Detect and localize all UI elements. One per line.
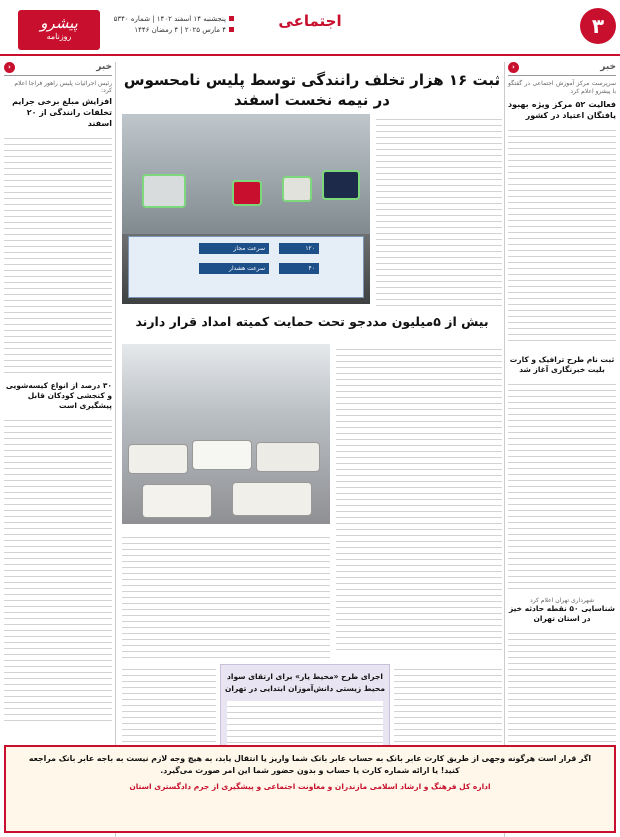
article-body: [508, 125, 616, 345]
main-area: [122, 62, 502, 837]
public-notice: [4, 745, 616, 833]
article-kicker: رئیس اجرائیات پلیس راهور فراجا اعلام کرد:: [14, 80, 112, 94]
article-title: شناسایی ۵۰ نقطه حادثه خیز در استان تهران: [508, 603, 616, 623]
speed-label: سرعت مجاز: [199, 243, 269, 254]
issue-date: [104, 14, 234, 36]
article-body: [4, 415, 112, 725]
article-kicker: سرپرست مرکز آموزش اجتماعی در گفتگو با پیشرو اعلام کرد: [508, 80, 616, 96]
article-body: [376, 114, 502, 310]
headline: بیش از ۵میلیون مددجو تحت حمایت کمیته امداد قرار دارند: [135, 314, 489, 329]
article-title: افزایش مبلغ برخی جرایم تخلفات رانندگی از ۲۰ اسفند: [12, 97, 112, 128]
car-lot-photo: [122, 344, 330, 524]
column-label: خبر: [96, 62, 112, 72]
logo-sub: روزنامه: [46, 32, 72, 41]
speed-label: سرعت هشدار: [199, 263, 269, 274]
column-label-bar: [508, 62, 616, 76]
article-body: [122, 532, 330, 660]
date-line: پنجشنبه ۱۴ اسفند ۱۴۰۲ | شماره ۵۳۴۰: [104, 14, 234, 25]
article-title: ثبت نام طرح ترافیک و کارت بلیت خبرنگاری آغاز شد: [509, 354, 615, 374]
logo-name: پیشرو: [40, 14, 78, 32]
notice-text: اگر قرار است هرگونه وجهی از طریق کارت عابر بانک به حساب عابر بانک شما واریز یا انتقال یابد، به هیچ وجه لازم نیست به باجه عابر بانک مراجعه کنید! یا ارائه شماره کارت یا حساب و بدون حضور شما این امر صورت می‌گیرد.: [28, 754, 592, 775]
speed-display: [128, 236, 364, 298]
right-column: [504, 62, 616, 837]
speed-value: ۱۲۰: [279, 243, 319, 254]
left-column: [4, 62, 116, 837]
traffic-photo: [122, 114, 370, 304]
page-number: ۳: [580, 8, 616, 44]
date-line: ۴ مارس ۲۰۲۵ | ۴ رمضان ۱۴۴۶: [104, 25, 234, 36]
article-body: [4, 133, 112, 373]
article-body: [336, 344, 502, 654]
column-label: خبر: [600, 62, 616, 72]
headline: ثبت ۱۶ هزار تخلف رانندگی توسط پلیس نامحسوس در نیمه نخست اسفند: [123, 71, 501, 109]
article: [508, 80, 616, 345]
article-title: ۳۰ درصد از انواع کیسه‌شویی و کنجشی کودکان قابل پیشگیری است: [5, 381, 112, 410]
article-title: فعالیت ۵۲ مرکز ویژه بهبود یافتگان اعتیاد در کشور: [508, 99, 616, 120]
speed-value: ۴۰: [279, 263, 319, 274]
article-body: [508, 379, 616, 589]
notice-signature: اداره کل فرهنگ و ارشاد اسلامی مازندران و معاونت اجتماعی و پیشگیری از جرم دادگستری استان: [129, 782, 491, 791]
column-label-bar: [4, 62, 112, 76]
feature-box-title: اجرای طرح «محیط یار» برای ارتقای سواد محیط زیستی دانش‌آموزان ابتدایی در تهران: [225, 672, 385, 693]
newspaper-logo[interactable]: [18, 10, 100, 50]
page-header: [0, 0, 620, 56]
section-title: اجتماعی: [278, 12, 342, 30]
chevron-left-icon: ‹: [4, 62, 15, 73]
article-kicker: شهرداری تهران اعلام کرد: [530, 596, 594, 604]
chevron-left-icon: ‹: [508, 62, 519, 73]
